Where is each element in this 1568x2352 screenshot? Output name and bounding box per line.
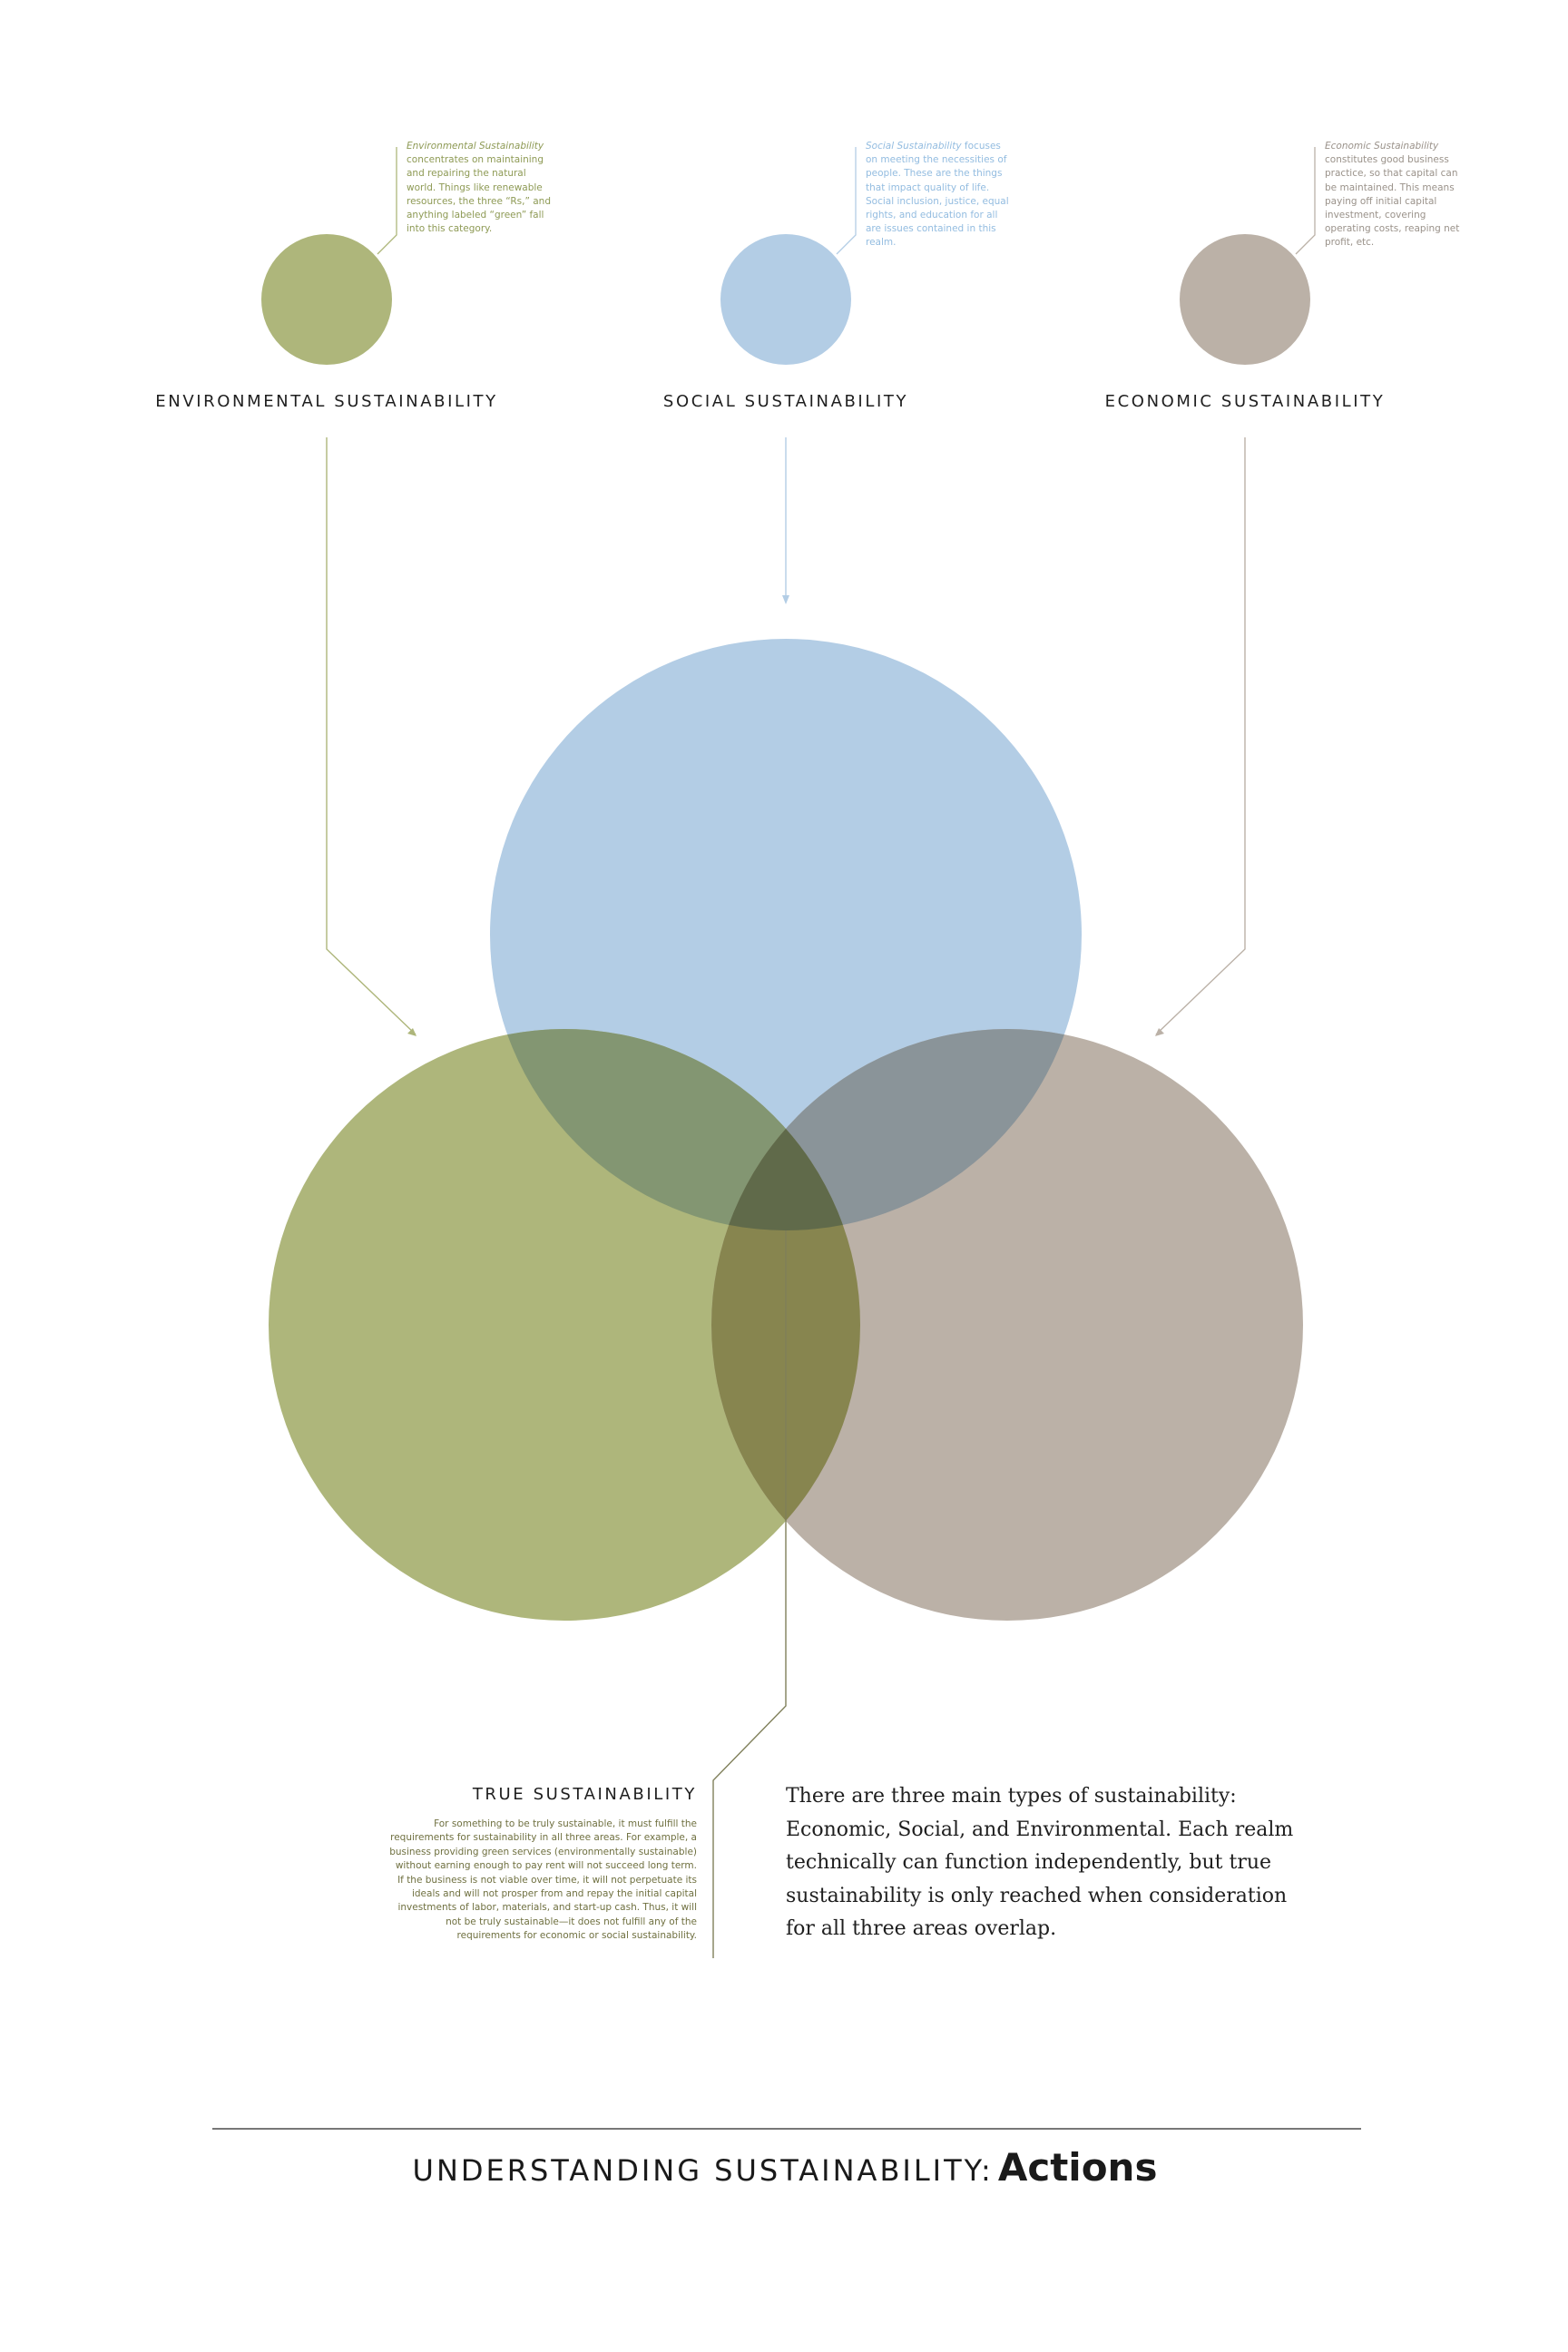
social-icon-circle <box>720 234 851 365</box>
true-sustainability-title: TRUE SUSTAINABILITY <box>472 1785 697 1804</box>
footer-kicker: UNDERSTANDING SUSTAINABILITY: <box>412 2153 994 2188</box>
economic-note-leader <box>1296 147 1315 254</box>
footer-title <box>212 2145 1357 2190</box>
environmental-note-body: concentrates on maintaining and repairing the natural world. Things like renewable resources, the three “Rs,” and anything labeled “green” fall into this category. <box>407 154 551 235</box>
true-sustainability-body: For something to be truly sustainable, it must fulfill the requirements for sustainability in all three areas. For example, a business providing green services (environmentally sustainable) without earning enough to pay rent will not succeed long term. If the business is not viable over time, it will not perpetuate its ideals and will not prosper from and repay the initial capital investments of labor, materials, and start-up cash. Thus, it will not be truly sustainable—it does not fulfill any of the requirements for economic or social sustainability. <box>389 1818 697 1942</box>
social-arrowhead <box>782 595 789 604</box>
environmental-connector <box>327 437 416 1034</box>
environmental-icon-circle <box>261 234 392 365</box>
social-note-body: focuses on meeting the necessities of people. These are the things that impact quality of life. Social inclusion, justice, equal rights, and education for all are issues contained in this realm. <box>866 141 1009 249</box>
economic-icon-circle <box>1180 234 1310 365</box>
footer-emphasis: Actions <box>997 2145 1158 2190</box>
economic-label: ECONOMIC SUSTAINABILITY <box>1104 392 1386 411</box>
social-note-leader <box>837 147 856 254</box>
environmental-arrowhead <box>407 1028 416 1036</box>
social-label: SOCIAL SUSTAINABILITY <box>662 392 909 411</box>
environmental-note <box>407 140 552 236</box>
environmental-label: ENVIRONMENTAL SUSTAINABILITY <box>155 392 498 411</box>
economic-note-body: constitutes good business practice, so that capital can be maintained. This means paying off initial capital investment, covering operating costs, reaping net profit, etc. <box>1325 154 1460 249</box>
social-note <box>866 140 1011 250</box>
economic-note-title: Economic Sustainability <box>1325 141 1439 152</box>
environmental-note-leader <box>377 147 397 254</box>
economic-connector <box>1156 437 1245 1034</box>
economic-note <box>1325 140 1470 250</box>
economic-arrowhead <box>1155 1028 1164 1036</box>
environmental-note-title: Environmental Sustainability <box>407 141 544 152</box>
summary-paragraph: There are three main types of sustainability: Economic, Social, and Environmental. Each realm technically can function independently, but true sustainability is only reached when consideration for all three areas overlap. <box>786 1785 1294 1940</box>
social-note-title: Social Sustainability <box>866 141 962 152</box>
